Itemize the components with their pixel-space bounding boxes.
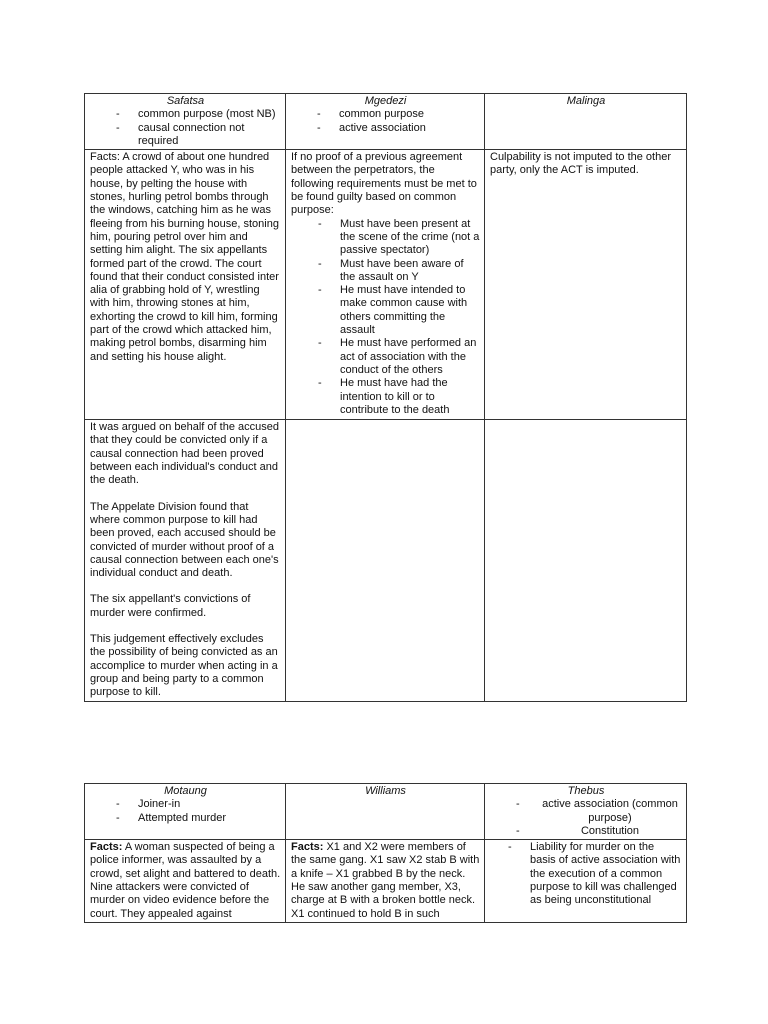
key-points-list <box>90 798 281 825</box>
header-cell-motaung <box>85 784 286 840</box>
empty-cell <box>485 420 687 701</box>
table-header-row <box>85 94 687 150</box>
facts-cell-motaung <box>85 840 286 923</box>
requirement-item: - Must have been aware of the assault on Y <box>318 258 480 285</box>
key-points-list <box>490 798 682 838</box>
case-table-2 <box>84 783 687 923</box>
note-text: Culpability is not imputed to the other party, only the ACT is imputed. <box>490 151 671 177</box>
key-point: - Joiner-in <box>116 798 281 811</box>
table-row <box>85 420 687 701</box>
case-name-thebus: Thebus <box>567 785 605 797</box>
judgement-paragraph: This judgement effectively excludes the possibility of being convicted as an accomplice to murder when acting in a group and being party to a common purpose to kill. <box>90 633 278 699</box>
case-name-safatsa: Safatsa <box>166 95 205 107</box>
requirements-cell-mgedezi <box>286 150 485 420</box>
facts-label: Facts: <box>291 841 324 854</box>
key-point: - active association <box>317 122 480 135</box>
key-point: - Attempted murder <box>116 812 281 825</box>
judgement-paragraph: The six appellant's convictions of murder were confirmed. <box>90 593 251 619</box>
key-point: - active association (common purpose) <box>516 798 682 825</box>
table-row <box>85 150 687 420</box>
facts-body: X1 and X2 were members of the same gang. X1 saw X2 stab B with a knife – X1 grabbed B by the neck. He saw another gang member, X3, charge at B with a broken bottle neck. X1 continued to hold B in such <box>291 841 480 920</box>
facts-cell-safatsa <box>85 150 286 420</box>
requirements-list <box>291 218 480 417</box>
facts-body: A woman suspected of being a police informer, was assaulted by a crowd, set alight and battered to death. Nine attackers were convicted of murder on video evidence before the court. They appealed against <box>90 841 281 920</box>
case-name-motaung: Motaung <box>164 785 207 797</box>
key-points-list <box>291 108 480 135</box>
case-name-mgedezi: Mgedezi <box>364 95 407 107</box>
empty-cell <box>286 420 485 701</box>
key-point: - Constitution <box>516 825 682 838</box>
key-point: - common purpose <box>317 108 480 121</box>
facts-text <box>291 841 480 921</box>
facts-text <box>90 841 281 921</box>
table-header-row <box>85 784 687 840</box>
case-table-1 <box>84 93 687 702</box>
header-cell-williams <box>286 784 485 840</box>
judgement-paragraph: It was argued on behalf of the accused that they could be convicted only if a causal connection had been proved between each individual's conduct and the death. <box>90 421 279 487</box>
case-name-malinga: Malinga <box>566 95 606 107</box>
facts-cell-williams <box>286 840 485 923</box>
header-cell-safatsa <box>85 94 286 150</box>
case-name-williams: Williams <box>365 785 406 797</box>
header-cell-malinga <box>485 94 687 150</box>
judgement-cell-safatsa <box>85 420 286 701</box>
requirement-item: - He must have had the intention to kill or to contribute to the death <box>318 377 480 417</box>
requirement-item: - He must have intended to make common cause with others committing the assault <box>318 284 480 337</box>
facts-label: Facts: <box>90 841 123 854</box>
key-points-list <box>90 108 281 148</box>
key-point: - causal connection not required <box>116 122 281 149</box>
key-point: - common purpose (most NB) <box>116 108 281 121</box>
requirement-item: - He must have performed an act of association with the conduct of the others <box>318 337 480 377</box>
key-points-list <box>490 841 682 907</box>
key-point: - Liability for murder on the basis of active association with the execution of a common purpose to kill was challenged as being unconstitutional <box>508 841 682 907</box>
note-cell-thebus <box>485 840 687 923</box>
requirement-item: - Must have been present at the scene of the crime (not a passive spectator) <box>318 218 480 258</box>
note-cell-malinga <box>485 150 687 420</box>
header-cell-mgedezi <box>286 94 485 150</box>
facts-text: Facts: A crowd of about one hundred people attacked Y, who was in his house, by pelting the house with stones, hurling petrol bombs through the windows, catching him as he was fleeing from his burning house, stoning him, pouring petrol over him and setting him alight. The six appellants formed part of the crowd. The court found that their conduct consisted inter alia of grabbing hold of Y, wrestling with him, throwing stones at him, exhorting the crowd to kill him, forming part of the crowd which attacked him, making petrol bombs, disarming him and setting his house alight. <box>90 151 279 363</box>
requirements-intro: If no proof of a previous agreement between the perpetrators, the following requirements must be met to be found guilty based on common purpose: <box>291 151 477 217</box>
table-row <box>85 840 687 923</box>
header-cell-thebus <box>485 784 687 840</box>
judgement-paragraph: The Appelate Division found that where common purpose to kill had been proved, each accused should be convicted of murder without proof of a causal connection between each one's individual conduct and death. <box>90 500 279 580</box>
